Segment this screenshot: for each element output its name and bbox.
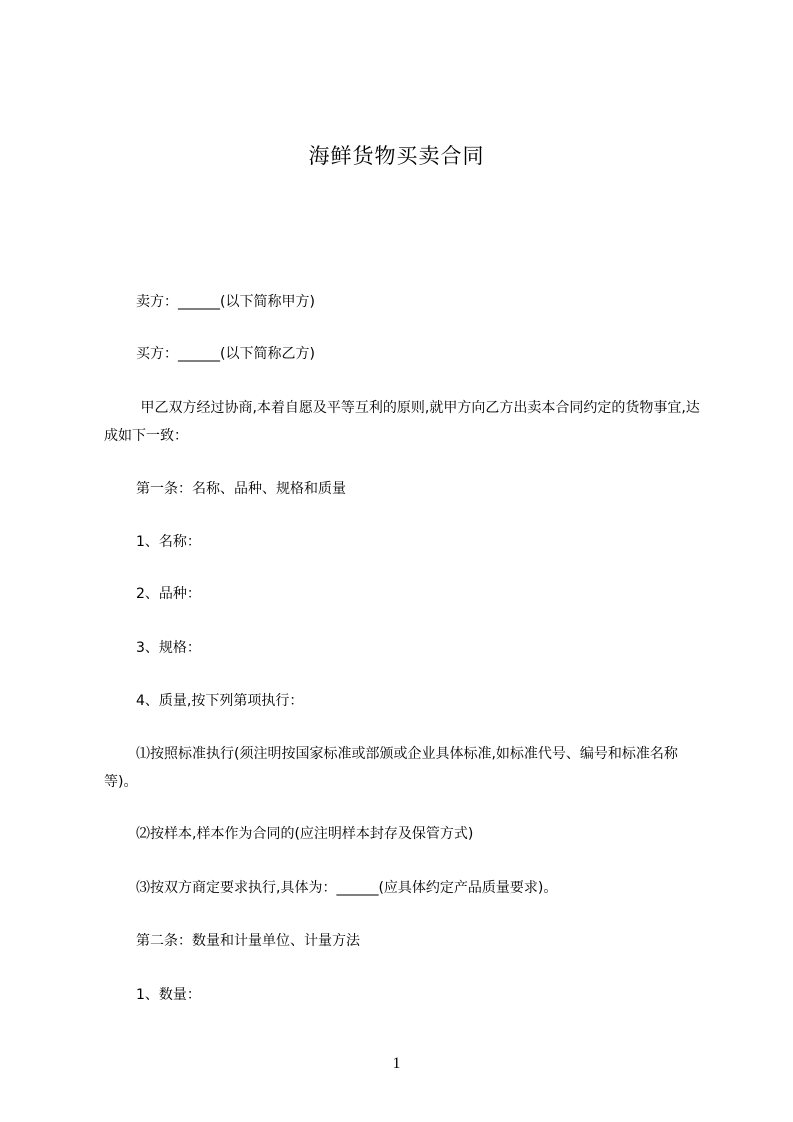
clause-name: 1、名称： (136, 534, 201, 550)
quality-option-3: ⑶按双方商定要求执行,具体为：______(应具体约定产品质量要求)。 (136, 880, 558, 896)
document-title: 海鲜货物买卖合同 (308, 144, 485, 168)
buyer-line: 买方：______(以下简称乙方) (136, 346, 315, 362)
clause-variety: 2、品种： (136, 586, 201, 602)
page-number: 1 (392, 1055, 401, 1072)
quality-option-1: ⑴按照标准执行(须注明按国家标准或部颁或企业具体标准,如标准代号、编号和标准名称等)。 (104, 746, 678, 790)
clause-specification: 3、规格： (136, 640, 201, 656)
article-2-heading: 第二条：数量和计量单位、计量方法 (136, 933, 360, 949)
preamble-paragraph: 甲乙双方经过协商,本着自愿及平等互利的原则,就甲方向乙方出卖本合同约定的货物事宜,达成如下一致： (104, 400, 700, 444)
clause-quantity: 1、数量： (136, 987, 201, 1003)
article-1-heading: 第一条：名称、品种、规格和质量 (136, 481, 346, 497)
quality-option-2: ⑵按样本,样本作为合同的(应注明样本封存及保管方式) (136, 826, 474, 842)
seller-line: 卖方：______(以下简称甲方) (136, 294, 315, 310)
clause-quality: 4、质量,按下列第项执行： (136, 693, 304, 709)
